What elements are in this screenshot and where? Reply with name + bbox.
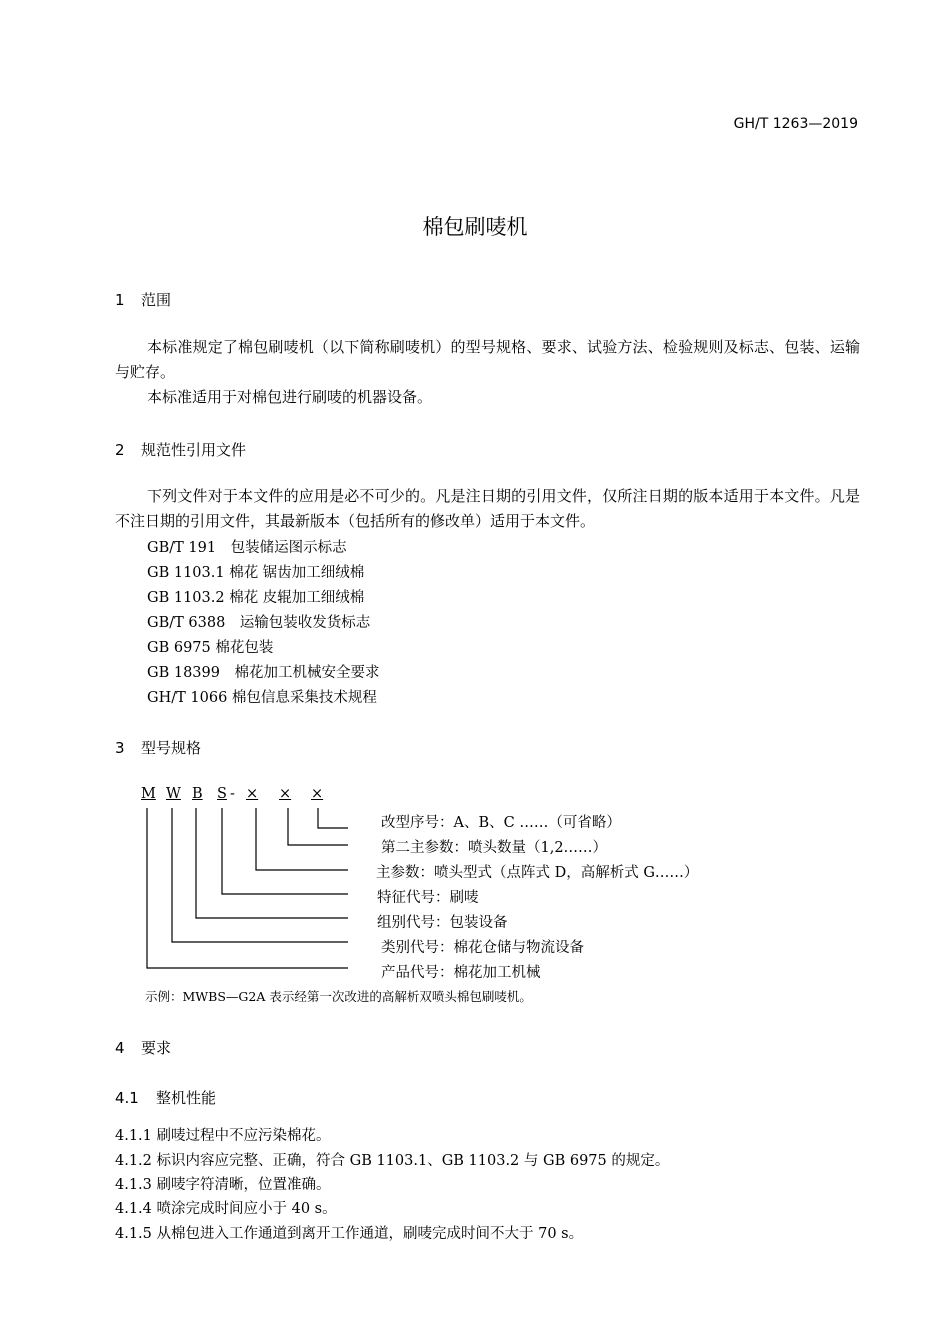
subsection-number: 4.1 bbox=[115, 1089, 139, 1107]
reference-item: GB/T 191 包装储运图示标志 bbox=[147, 540, 347, 556]
bracket-line-main-param bbox=[256, 808, 348, 870]
reference-item: GB 6975 棉花包装 bbox=[147, 640, 274, 656]
model-param-2: × bbox=[279, 786, 292, 802]
section-2-paragraph-1: 下列文件对于本文件的应用是必不可少的。凡是注日期的引用文件，仅所注日期的版本适用于本文件。凡是不注日期的引用文件，其最新版本（包括所有的修改单）适用于本文件。 bbox=[115, 487, 860, 530]
reference-item: GB 1103.1 棉花 锯齿加工细绒棉 bbox=[147, 565, 365, 581]
subsection-4-1-heading bbox=[115, 1087, 216, 1108]
section-number: 2 bbox=[115, 441, 125, 459]
reference-item: GH/T 1066 棉包信息采集技术规程 bbox=[147, 690, 377, 706]
section-1-paragraph-2: 本标准适用于对棉包进行刷唛的机器设备。 bbox=[147, 388, 433, 406]
model-label-revision: 改型序号：A、B、C ……（可省略） bbox=[381, 815, 621, 831]
reference-item: GB 1103.2 棉花 皮辊加工细绒棉 bbox=[147, 590, 365, 606]
section-number: 1 bbox=[115, 291, 125, 309]
model-label-main-param: 主参数：喷头型式（点阵式 D，高解析式 G……） bbox=[376, 865, 699, 881]
bracket-line-group bbox=[196, 808, 348, 918]
section-title: 规范性引用文件 bbox=[141, 441, 247, 459]
model-param-3: × bbox=[311, 786, 324, 802]
reference-item: GB/T 6388 运输包装收发货标志 bbox=[147, 615, 371, 631]
bracket-line-feature bbox=[222, 808, 348, 894]
bracket-line-product bbox=[147, 808, 348, 968]
section-number: 3 bbox=[115, 739, 125, 757]
reference-item: GB 18399 棉花加工机械安全要求 bbox=[147, 665, 380, 681]
requirement-item: 4.1.3 刷唛字符清晰，位置准确。 bbox=[115, 1177, 331, 1193]
section-number: 4 bbox=[115, 1039, 125, 1057]
model-letter-b: B bbox=[192, 786, 203, 802]
model-label-feature: 特征代号：刷唛 bbox=[377, 890, 479, 906]
requirement-item: 4.1.5 从棉包进入工作通道到离开工作通道，刷唛完成时间不大于 70 s。 bbox=[115, 1226, 584, 1242]
model-letter-m: M bbox=[141, 786, 156, 802]
section-title: 要求 bbox=[141, 1039, 172, 1057]
model-label-product: 产品代号：棉花加工机械 bbox=[381, 965, 541, 981]
model-example: 示例：MWBS—G2A 表示经第一次改进的高解析双喷头棉包刷唛机。 bbox=[145, 989, 532, 1004]
model-label-group: 组别代号：包装设备 bbox=[377, 915, 508, 931]
model-label-second-param: 第二主参数：喷头数量（1,2……） bbox=[381, 840, 608, 856]
section-title: 范围 bbox=[141, 291, 172, 309]
section-title: 型号规格 bbox=[141, 739, 202, 757]
section-1-paragraph-1: 本标准规定了棉包刷唛机（以下简称刷唛机）的型号规格、要求、试验方法、检验规则及标志、包装、运输与贮存。 bbox=[115, 338, 860, 381]
requirement-item: 4.1.1 刷唛过程中不应污染棉花。 bbox=[115, 1128, 331, 1144]
section-4-heading bbox=[115, 1037, 171, 1058]
requirement-item: 4.1.2 标识内容应完整、正确，符合 GB 1103.1、GB 1103.2 与 GB 6975 的规定。 bbox=[115, 1153, 670, 1169]
document-title: 棉包刷唛机 bbox=[422, 215, 528, 239]
bracket-line-revision bbox=[318, 808, 348, 828]
model-dash: - bbox=[230, 786, 235, 802]
model-param-1: × bbox=[246, 786, 259, 802]
model-letter-s: S bbox=[217, 786, 227, 802]
standard-code: GH/T 1263—2019 bbox=[733, 116, 858, 132]
subsection-title: 整机性能 bbox=[156, 1089, 217, 1107]
requirement-item: 4.1.4 喷涂完成时间应小于 40 s。 bbox=[115, 1201, 337, 1217]
model-label-category: 类别代号：棉花仓储与物流设备 bbox=[381, 940, 584, 956]
model-letter-w: W bbox=[166, 786, 181, 802]
